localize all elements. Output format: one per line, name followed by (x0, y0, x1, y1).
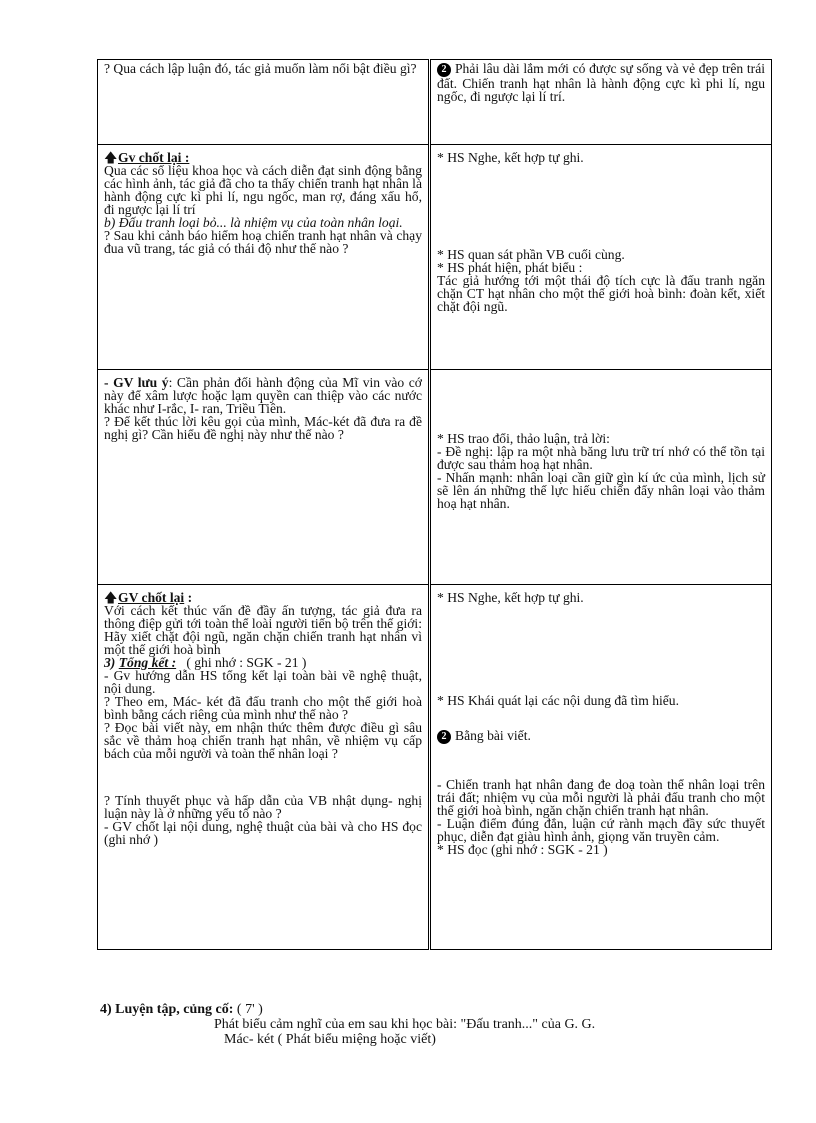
hs-discover: * HS phát hiện, phát biểu : (437, 260, 583, 275)
hs-listen: * HS Nghe, kết hợp tự ghi. (437, 150, 584, 165)
practice-time: ( 7' ) (236, 1002, 263, 1017)
question-own-way: ? Theo em, Mác- két đã đấu tranh cho một thế giới hoà bình bằng cách riêng của mình như thế nào ? (104, 694, 422, 722)
table-row (98, 370, 772, 585)
question-deep-insight: ? Đọc bài viết này, em nhận thức thêm được điều gì sâu sắc về thảm hoạ chiến tranh hạt nhân, về nhiệm vụ cấp bách của mỗi người và toàn thể nhân loại ? (104, 720, 422, 761)
summary-number: 3) (104, 655, 116, 670)
student-column (430, 370, 772, 585)
gv-close-note: - GV chốt lại nội dung, nghệ thuật của bài và cho HS đọc (ghi nhớ ) (104, 819, 422, 847)
proposal-point: - Nhấn mạnh: nhân loại cần giữ gìn kí ức của mình, lịch sử sẽ lên án những thế lực hiếu chiến đẩy nhân loại vào thảm hoạ hạt nhân. (437, 470, 765, 511)
practice-line: Phát biểu cảm nghĩ của em sau khi học bài: "Đấu tranh..." của G. G. (214, 1017, 596, 1032)
gv-note-text: : Cần phản đối hành động của Mĩ vin vào cớ này để xâm lược hoặc lạm quyền can thiệp vào các nước khác như I-rắc, I- ran, Triều Tiên. (104, 375, 422, 416)
practice-line: Mác- két ( Phát biểu miệng hoặc viết) (224, 1032, 436, 1047)
attitude-answer: Tác giả hướng tới một thái độ tích cực là đấu tranh ngăn chặn CT hạt nhân cho một thế giới hoà bình: đoàn kết, xiết chặt đội ngũ. (437, 273, 765, 314)
teacher-column (98, 60, 430, 145)
student-column (430, 145, 772, 370)
hs-discuss: * HS trao đổi, thảo luận, trả lời: (437, 431, 610, 446)
practice-title: 4) Luyện tập, củng cố: (100, 1002, 234, 1017)
hs-observe: * HS quan sát phần VB cuối cùng. (437, 247, 625, 262)
up-arrow-icon: 🡅 (104, 590, 118, 605)
section-b-heading: b) Đấu tranh loại bỏ... là nhiệm vụ của toàn nhân loại. (104, 215, 403, 230)
student-column (430, 585, 772, 950)
gv-conclusion-title: Gv chốt lại : (118, 150, 190, 165)
gv-conclusion-colon: : (184, 590, 193, 605)
question-attitude: ? Sau khi cảnh báo hiểm hoạ chiến tranh hạt nhân và chạy đua vũ trang, tác giả có thái độ như thế nào ? (104, 228, 422, 256)
gv-conclusion-title: GV chốt lại (118, 590, 185, 605)
gv-conclusion-text: Qua các số liệu khoa học và cách diễn đạt sinh động bằng các hình ảnh, tác giả đã cho ta thấy chiến tranh hạt nhân là hành động cực kì phi lí, ngu ngốc, man rợ, đáng xấu hổ, đi ngược lại lí trí (104, 163, 422, 217)
hs-summarize: * HS Khái quát lại các nội dung đã tìm hiểu. (437, 693, 679, 708)
teacher-column (98, 585, 430, 950)
hs-listen: * HS Nghe, kết hợp tự ghi. (437, 590, 584, 605)
summary-guide: - Gv hướng dẫn HS tổng kết lại toàn bài về nghệ thuật, nội dung. (104, 668, 422, 696)
student-column (430, 60, 772, 145)
argument-answer: - Luận điểm đúng đắn, luận cứ rành mạch đầy sức thuyết phục, diễn đạt giàu hình ảnh, giọng văn truyền cảm. (437, 815, 765, 844)
gv-note-label: - GV lưu ý (104, 375, 169, 390)
table-row (98, 145, 772, 370)
question-argument: ? Qua cách lập luận đó, tác giả muốn làm nổi bật điều gì? (104, 61, 417, 76)
answer-text: Bằng bài viết. (455, 728, 531, 743)
lesson-page (97, 59, 769, 950)
table-row (98, 60, 772, 145)
summary-reference: ( ghi nhớ : SGK - 21 ) (186, 655, 307, 670)
teacher-column (98, 145, 430, 370)
teacher-column (98, 370, 430, 585)
question-persuasive: ? Tính thuyết phục và hấp dẫn của VB nhật dụng- nghị luận này là ở những yếu tố nào ? (104, 793, 422, 821)
gv-conclusion-text: Với cách kết thúc vấn đề đầy ấn tượng, tác giả đưa ra thông điệp gửi tới toàn thể loài người tiến bộ trên thế giới: Hãy xiết chặt đội ngũ, ngăn chặn chiến tranh hạt nhân vì một thế giới hoà bình (104, 603, 422, 657)
answer-number-badge: 2 (437, 63, 451, 77)
summary-title: Tổng kết : (118, 655, 177, 670)
lesson-table (97, 59, 772, 950)
hs-read: * HS đọc (ghi nhớ : SGK - 21 ) (437, 841, 608, 857)
danger-answer: - Chiến tranh hạt nhân đang đe doạ toàn thể nhân loại trên trái đất; nhiệm vụ của mỗi người là phải đấu tranh cho một thế giới hoà bình, ngăn chặn chiến tranh hạt nhân. (437, 776, 765, 818)
practice-section (100, 1002, 760, 1047)
question-proposal: ? Để kết thúc lời kêu gọi của mình, Mác-két đã đưa ra đề nghị gì? Cần hiểu đề nghị này như thế nào ? (104, 414, 422, 442)
table-row (98, 585, 772, 950)
up-arrow-icon: 🡅 (104, 150, 118, 165)
proposal-point: - Đề nghị: lập ra một nhà băng lưu trữ trí nhớ có thể tồn tại được sau thảm hoạ hạt nhân. (437, 444, 765, 472)
answer-text: Phải lâu dài lắm mới có được sự sống và vẻ đẹp trên trái đất. Chiến tranh hạt nhân là hành động cực kì phi lí, ngu ngốc, đi ngược lại lí trí. (437, 61, 765, 104)
answer-number-badge: 2 (437, 730, 451, 744)
